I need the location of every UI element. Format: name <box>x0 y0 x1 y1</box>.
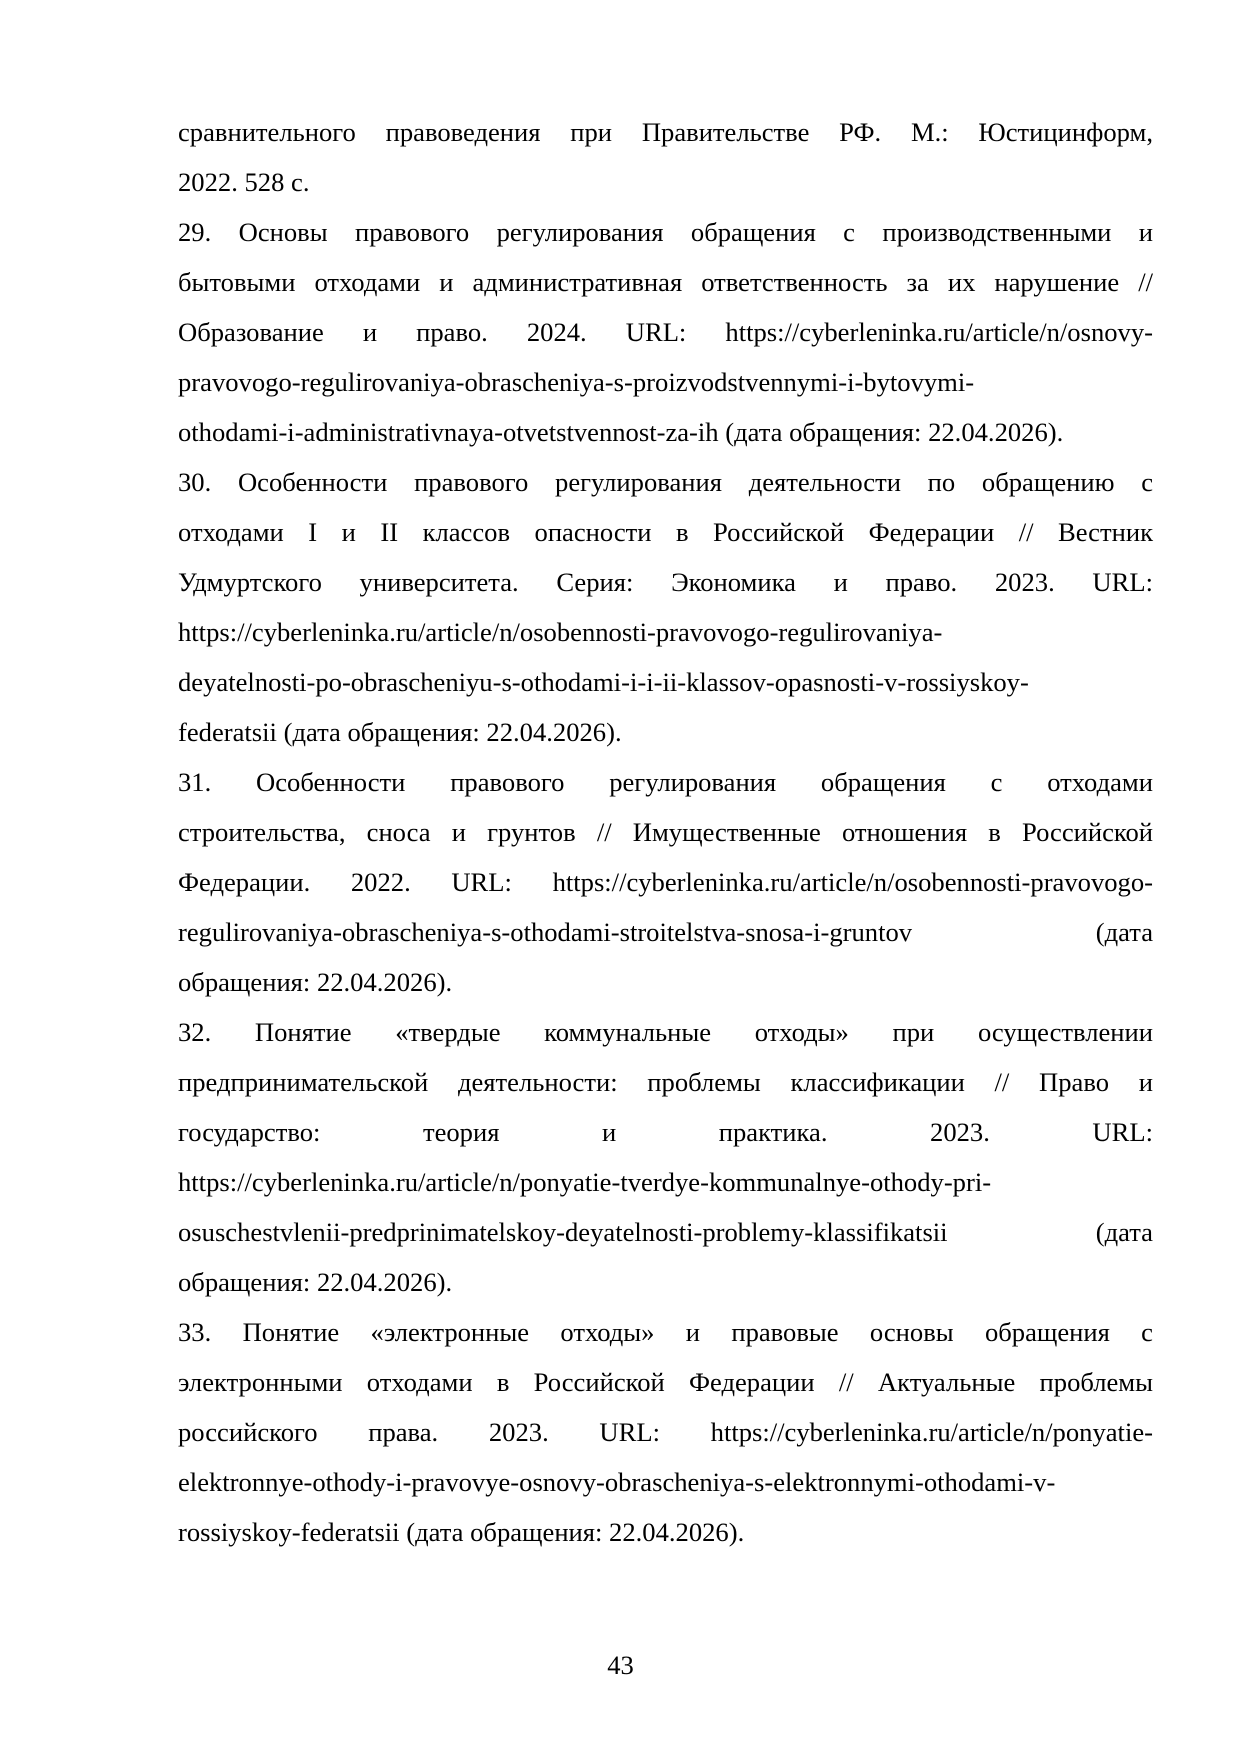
reference-line: 33. Понятие «электронные отходы» и правовые основы обращения с <box>178 1317 1153 1347</box>
reference-line: federatsii (дата обращения: 22.04.2026). <box>178 717 622 747</box>
reference-line: 30. Особенности правового регулирования деятельности по обращению с <box>178 467 1153 497</box>
reference-line: строительства, сноса и грунтов // Имущественные отношения в Российской <box>178 817 1153 847</box>
reference-line: https://cyberleninka.ru/article/n/ponyatie-tverdye-kommunalnye-othody-pri- <box>178 1167 992 1197</box>
reference-line: обращения: 22.04.2026). <box>178 967 453 997</box>
reference-line: сравнительного правоведения при Правительстве РФ. М.: Юстицинформ, <box>178 117 1153 147</box>
reference-line: Федерации. 2022. URL: https://cyberleninka.ru/article/n/osobennosti-pravovogo- <box>178 867 1153 897</box>
page-number: 43 <box>607 1650 634 1680</box>
reference-line: deyatelnosti-po-obrascheniyu-s-othodami-i-i-ii-klassov-opasnosti-v-rossiyskoy- <box>178 667 1029 697</box>
reference-line: elektronnye-othody-i-pravovye-osnovy-obrascheniya-s-elektronnymi-othodami-v- <box>178 1467 1056 1497</box>
reference-line: бытовыми отходами и административная ответственность за их нарушение // <box>178 267 1153 297</box>
reference-line: 32. Понятие «твердые коммунальные отходы» при осуществлении <box>178 1017 1153 1047</box>
reference-line: обращения: 22.04.2026). <box>178 1267 453 1297</box>
reference-line: электронными отходами в Российской Федерации // Актуальные проблемы <box>178 1367 1153 1397</box>
reference-line: предпринимательской деятельности: проблемы классификации // Право и <box>178 1067 1153 1097</box>
reference-line: государство: теория и практика. 2023. URL: <box>178 1117 1153 1147</box>
reference-line: Удмуртского университета. Серия: Экономика и право. 2023. URL: <box>178 567 1153 597</box>
reference-line: regulirovaniya-obrascheniya-s-othodami-stroitelstva-snosa-i-gruntov (дата <box>178 917 1153 947</box>
reference-line: отходами I и II классов опасности в Российской Федерации // Вестник <box>178 517 1153 547</box>
reference-line: rossiyskoy-federatsii (дата обращения: 22.04.2026). <box>178 1517 745 1547</box>
reference-line: pravovogo-regulirovaniya-obrascheniya-s-proizvodstvennymi-i-bytovymi- <box>178 367 975 397</box>
reference-line: othodami-i-administrativnaya-otvetstvennost-za-ih (дата обращения: 22.04.2026). <box>178 417 1064 447</box>
reference-line: osuschestvlenii-predprinimatelskoy-deyatelnosti-problemy-klassifikatsii (дата <box>178 1217 1153 1247</box>
reference-line: российского права. 2023. URL: https://cyberleninka.ru/article/n/ponyatie- <box>178 1417 1153 1447</box>
reference-line: https://cyberleninka.ru/article/n/osobennosti-pravovogo-regulirovaniya- <box>178 617 943 647</box>
reference-line: 2022. 528 с. <box>178 167 310 197</box>
reference-line: 29. Основы правового регулирования обращения с производственными и <box>178 217 1153 247</box>
reference-line: 31. Особенности правового регулирования обращения с отходами <box>178 767 1153 797</box>
reference-line: Образование и право. 2024. URL: https://cyberleninka.ru/article/n/osnovy- <box>178 317 1153 347</box>
